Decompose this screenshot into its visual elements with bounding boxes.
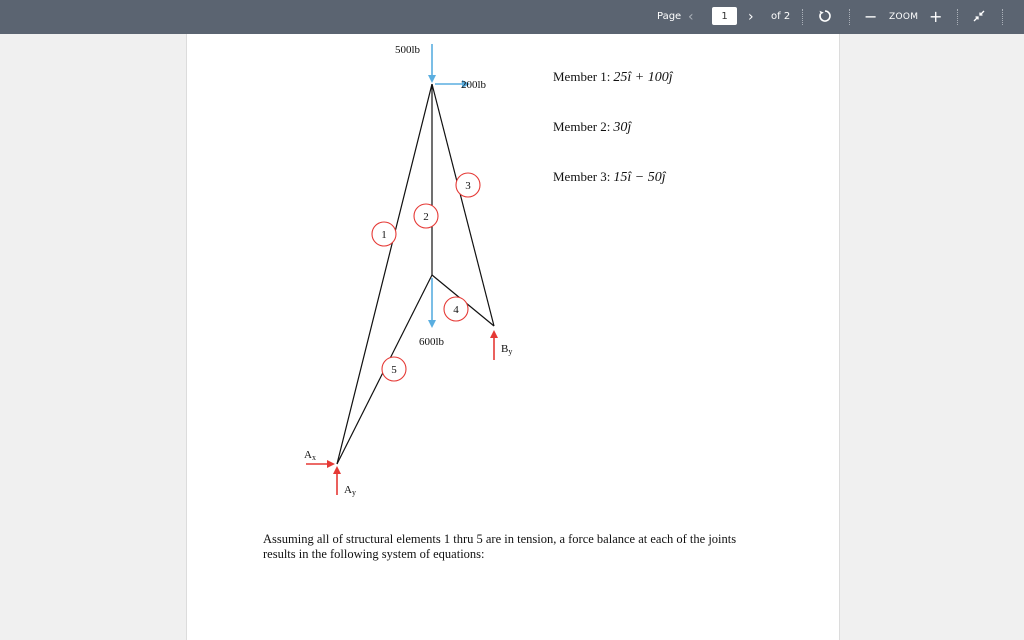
member-3-line [432,84,494,326]
page-number-input[interactable] [712,7,737,25]
member-1-line [337,84,432,464]
member-number-1: 1 [381,229,387,241]
zoom-label: ZOOM [889,12,919,22]
member-number-5: 5 [391,364,397,376]
load-label-500: 500lb [395,44,421,56]
minus-icon: − [864,7,878,26]
chevron-left-icon: ‹ [688,9,694,25]
member-number-2: 2 [423,211,429,223]
prev-page-button[interactable] [688,0,694,34]
load-label-600: 600lb [419,336,445,348]
toolbar-divider [1002,9,1003,25]
collapse-button[interactable] [970,0,988,34]
reaction-label-ay: Ay [344,484,356,497]
member-number-3: 3 [465,180,471,192]
chevron-right-icon: › [748,9,754,25]
zoom-out-button[interactable] [864,0,877,34]
plus-icon: + [929,7,943,26]
toolbar-divider [957,9,958,25]
rotate-icon [818,9,832,23]
page-count-label: of 2 [771,11,791,22]
load-label-200: 200lb [461,79,487,91]
viewer-toolbar [0,0,1024,34]
toolbar-divider [802,9,803,25]
document-page [186,34,840,640]
member-3-vector: Member 3: 15î − 50ĵ [553,169,666,185]
collapse-icon [972,9,986,23]
rotate-button[interactable] [815,0,835,34]
member-1-vector: Member 1: 25î + 100ĵ [553,69,673,85]
member-number-4: 4 [453,304,459,316]
page-label: Page [657,11,682,22]
body-paragraph: Assuming all of structural elements 1 thru 5 are in tension, a force balance at each of the joints results in the following system of equations: [263,532,737,561]
member-2-vector: Member 2: 30ĵ [553,119,632,135]
reaction-label-by: By [501,343,513,356]
toolbar-divider [849,9,850,25]
reaction-label-ax: Ax [304,449,316,462]
next-page-button[interactable] [748,0,754,34]
zoom-in-button[interactable] [929,0,942,34]
